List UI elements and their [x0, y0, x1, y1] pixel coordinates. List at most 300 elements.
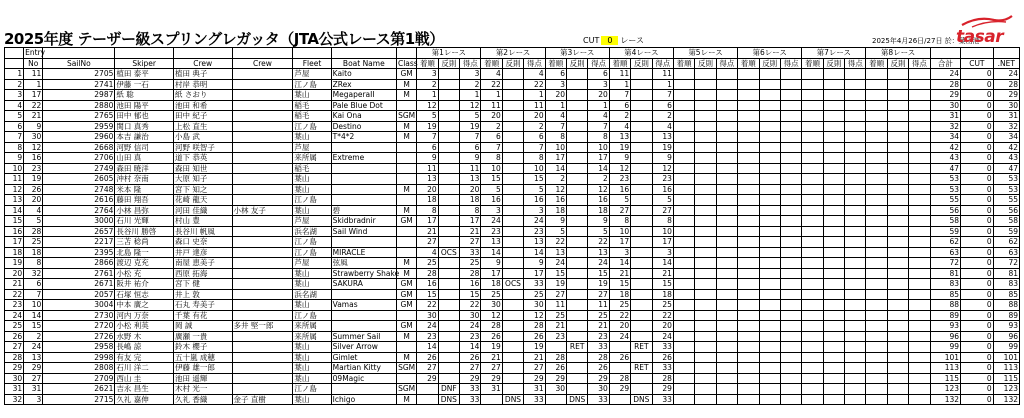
race-8-points-cell: [909, 394, 930, 405]
race-8-finish-cell: [866, 111, 887, 122]
race-6-points-cell: [780, 373, 801, 384]
race-1-points-cell: 3: [460, 69, 481, 80]
crew-2-cell: 小林 友子: [232, 205, 293, 216]
entry-cell: 6: [24, 279, 43, 290]
boat-name-cell: 09Magic: [331, 373, 396, 384]
race-2-points-cell: 12: [524, 310, 545, 321]
race-4-finish-cell: [609, 394, 630, 405]
race-6-finish-cell: [738, 100, 759, 111]
rank-cell: 22: [5, 289, 24, 300]
logo-text: tasar: [956, 27, 1004, 47]
cut-cell: 0: [961, 153, 994, 164]
race-1-penalty-cell: [438, 321, 459, 332]
table-row: [5, 258, 1020, 269]
race-7-penalty-cell: [823, 384, 844, 395]
race-1-finish-cell: 26: [417, 352, 438, 363]
header-crew-2: Crew: [232, 58, 293, 69]
entry-cell: 14: [24, 310, 43, 321]
boat-name-cell: Kaito: [331, 69, 396, 80]
race-3-penalty-cell: RET: [566, 342, 587, 353]
skipper-cell: 山田 真: [115, 153, 174, 164]
race-3-finish-cell: 25: [545, 310, 566, 321]
race-7-penalty-cell: [823, 142, 844, 153]
race-7-points-cell: [845, 69, 866, 80]
race-3-penalty-cell: [566, 174, 587, 185]
fleet-cell: 稲毛: [293, 163, 331, 174]
header-race-5-sub-1: 着順: [673, 58, 694, 69]
race-1-penalty-cell: [438, 69, 459, 80]
table-row: [5, 184, 1020, 195]
race-1-penalty-cell: [438, 342, 459, 353]
race-5-penalty-cell: [695, 268, 716, 279]
crew-1-cell: 紙 さおり: [173, 90, 232, 101]
race-8-finish-cell: [866, 363, 887, 374]
race-1-points-cell: 12: [460, 100, 481, 111]
race-8-finish-cell: [866, 79, 887, 90]
race-1-penalty-cell: [438, 373, 459, 384]
race-2-points-cell: 11: [524, 100, 545, 111]
race-5-penalty-cell: [695, 321, 716, 332]
fleet-cell: 葉山: [293, 268, 331, 279]
race-6-penalty-cell: [759, 247, 780, 258]
sailno-cell: 2621: [43, 384, 115, 395]
race-2-points-cell: 29: [524, 373, 545, 384]
crew-2-cell: [232, 153, 293, 164]
boat-name-cell: [331, 184, 396, 195]
race-3-points-cell: 17: [588, 153, 609, 164]
race-2-penalty-cell: [502, 142, 523, 153]
entry-cell: 19: [24, 174, 43, 185]
class-cell: [396, 237, 416, 248]
race-4-points-cell: 29: [652, 384, 673, 395]
race-7-finish-cell: [802, 352, 823, 363]
race-1-finish-cell: 21: [417, 226, 438, 237]
entry-cell: 29: [24, 363, 43, 374]
header-row-bottom: [5, 58, 1020, 69]
entry-cell: 27: [24, 373, 43, 384]
total-cell: 30: [930, 100, 960, 111]
race-1-penalty-cell: [438, 174, 459, 185]
total-cell: 24: [930, 69, 960, 80]
skipper-cell: 池田 陽平: [115, 100, 174, 111]
race-2-points-cell: 4: [524, 69, 545, 80]
race-1-finish-cell: 22: [417, 300, 438, 311]
race-1-points-cell: 14: [460, 342, 481, 353]
race-2-finish-cell: 5: [481, 184, 502, 195]
race-header-5: 第5レース: [673, 48, 737, 59]
race-6-penalty-cell: [759, 216, 780, 227]
cut-cell: 0: [961, 279, 994, 290]
total-cell: 85: [930, 289, 960, 300]
boat-name-cell: T*4*2: [331, 132, 396, 143]
race-8-penalty-cell: [887, 163, 908, 174]
race-1-penalty-cell: [438, 205, 459, 216]
race-4-finish-cell: 29: [609, 384, 630, 395]
crew-2-cell: [232, 79, 293, 90]
race-1-points-cell: 15: [460, 289, 481, 300]
class-cell: M: [396, 184, 416, 195]
rank-cell: 15: [5, 216, 24, 227]
cut-cell: 0: [961, 100, 994, 111]
race-3-points-cell: 9: [588, 216, 609, 227]
race-6-points-cell: [780, 247, 801, 258]
race-6-points-cell: [780, 100, 801, 111]
race-1-finish-cell: 30: [417, 310, 438, 321]
race-6-penalty-cell: [759, 205, 780, 216]
race-3-points-cell: 15: [588, 268, 609, 279]
race-5-points-cell: [716, 142, 737, 153]
sailno-cell: 2765: [43, 111, 115, 122]
total-cell: 43: [930, 153, 960, 164]
cut-cell: 0: [961, 195, 994, 206]
fleet-cell: 江ノ島: [293, 237, 331, 248]
race-2-points-cell: 17: [524, 268, 545, 279]
race-6-penalty-cell: [759, 268, 780, 279]
table-row: [5, 153, 1020, 164]
race-5-finish-cell: [673, 132, 694, 143]
race-4-points-cell: 19: [652, 142, 673, 153]
skipper-cell: 長嶋 諒: [115, 342, 174, 353]
race-5-finish-cell: [673, 268, 694, 279]
race-5-points-cell: [716, 226, 737, 237]
race-4-points-cell: 2: [652, 111, 673, 122]
race-3-penalty-cell: [566, 363, 587, 374]
race-2-finish-cell: 27: [481, 363, 502, 374]
race-4-penalty-cell: [631, 111, 652, 122]
net-cell: 88: [993, 300, 1019, 311]
race-8-points-cell: [909, 100, 930, 111]
skipper-cell: 石川 洋二: [115, 363, 174, 374]
race-3-finish-cell: 14: [545, 163, 566, 174]
crew-2-cell: [232, 363, 293, 374]
race-6-finish-cell: [738, 142, 759, 153]
race-5-points-cell: [716, 216, 737, 227]
boat-name-cell: Destino: [331, 121, 396, 132]
race-2-finish-cell: 1: [481, 90, 502, 101]
race-1-points-cell: 29: [460, 373, 481, 384]
race-5-finish-cell: [673, 352, 694, 363]
crew-1-cell: 上松 直生: [173, 121, 232, 132]
rank-cell: 4: [5, 100, 24, 111]
race-6-penalty-cell: [759, 342, 780, 353]
race-7-penalty-cell: [823, 121, 844, 132]
table-row: [5, 352, 1020, 363]
race-8-finish-cell: [866, 373, 887, 384]
boat-name-cell: Strawberry Shake: [332, 268, 400, 278]
race-4-penalty-cell: [631, 184, 652, 195]
race-1-finish-cell: 16: [417, 279, 438, 290]
cut-cell: 0: [961, 111, 994, 122]
race-6-penalty-cell: [759, 195, 780, 206]
race-6-finish-cell: [738, 237, 759, 248]
table-row: [5, 289, 1020, 300]
race-3-finish-cell: 1: [545, 100, 566, 111]
race-4-penalty-cell: [631, 174, 652, 185]
race-5-penalty-cell: [695, 69, 716, 80]
race-8-points-cell: [909, 111, 930, 122]
race-5-points-cell: [716, 310, 737, 321]
race-4-finish-cell: 7: [609, 90, 630, 101]
race-2-points-cell: 3: [524, 205, 545, 216]
class-cell: M: [396, 258, 416, 269]
race-8-points-cell: [909, 195, 930, 206]
race-7-finish-cell: [802, 258, 823, 269]
race-5-penalty-cell: [695, 163, 716, 174]
race-2-points-cell: 9: [524, 258, 545, 269]
race-2-penalty-cell: [502, 90, 523, 101]
boat-name-cell: Vamas: [331, 300, 396, 311]
race-8-points-cell: [909, 216, 930, 227]
race-8-penalty-cell: [887, 153, 908, 164]
race-1-penalty-cell: [438, 216, 459, 227]
race-3-finish-cell: 27: [545, 289, 566, 300]
race-4-penalty-cell: [631, 289, 652, 300]
race-6-points-cell: [780, 184, 801, 195]
race-1-penalty-cell: [438, 258, 459, 269]
race-1-penalty-cell: [438, 300, 459, 311]
class-cell: [396, 342, 416, 353]
race-2-points-cell: 6: [524, 132, 545, 143]
race-8-points-cell: [909, 342, 930, 353]
race-2-penalty-cell: [502, 321, 523, 332]
race-2-penalty-cell: [502, 331, 523, 342]
cut-cell: 0: [961, 268, 994, 279]
net-cell: 93: [993, 321, 1019, 332]
cut-cell: 0: [961, 79, 994, 90]
table-row: [5, 247, 1020, 258]
race-3-finish-cell: 11: [545, 300, 566, 311]
skipper-cell: 森田 暁洋: [115, 163, 174, 174]
skipper-cell: 阪井 祐介: [115, 279, 174, 290]
race-8-penalty-cell: [887, 384, 908, 395]
race-6-finish-cell: [738, 163, 759, 174]
race-8-points-cell: [909, 174, 930, 185]
total-cell: 55: [930, 195, 960, 206]
crew-2-cell: [232, 226, 293, 237]
net-cell: 56: [993, 205, 1019, 216]
race-2-penalty-cell: [502, 363, 523, 374]
boat-name-cell: Kai Ona: [331, 111, 396, 122]
rank-cell: 10: [5, 163, 24, 174]
race-5-points-cell: [716, 258, 737, 269]
entry-cell: 11: [24, 69, 43, 80]
class-cell: [396, 174, 416, 185]
race-7-penalty-cell: [823, 279, 844, 290]
race-1-penalty-cell: [438, 363, 459, 374]
cut-cell: 0: [961, 300, 994, 311]
crew-2-cell: [232, 289, 293, 300]
race-6-finish-cell: [738, 321, 759, 332]
race-1-finish-cell: 17: [417, 216, 438, 227]
race-1-finish-cell: 27: [417, 237, 438, 248]
race-1-points-cell: 20: [460, 184, 481, 195]
race-6-penalty-cell: [759, 363, 780, 374]
sailno-cell: 2749: [43, 163, 115, 174]
race-4-points-cell: 20: [652, 321, 673, 332]
header-boat-name: Boat Name: [331, 58, 396, 69]
race-1-points-cell: 7: [460, 132, 481, 143]
race-6-points-cell: [780, 195, 801, 206]
race-3-penalty-cell: [566, 111, 587, 122]
race-4-penalty-cell: [631, 216, 652, 227]
boat-name-cell: [331, 310, 396, 321]
race-7-finish-cell: [802, 79, 823, 90]
header-crew-1: Crew: [173, 58, 232, 69]
race-5-finish-cell: [673, 342, 694, 353]
net-cell: 53: [993, 184, 1019, 195]
race-7-penalty-cell: [823, 226, 844, 237]
skipper-cell: 有友 完: [115, 352, 174, 363]
entry-cell: 13: [24, 352, 43, 363]
race-8-points-cell: [909, 258, 930, 269]
race-3-penalty-cell: [566, 216, 587, 227]
skipper-cell: 長谷川 勝啓: [115, 226, 174, 237]
rank-cell: 7: [5, 132, 24, 143]
race-2-finish-cell: 12: [481, 310, 502, 321]
race-4-penalty-cell: [631, 69, 652, 80]
total-cell: 28: [930, 79, 960, 90]
race-8-penalty-cell: [887, 268, 908, 279]
race-2-finish-cell: 17: [481, 268, 502, 279]
race-6-penalty-cell: [759, 184, 780, 195]
race-6-points-cell: [780, 111, 801, 122]
cut-cell: 0: [961, 184, 994, 195]
race-8-points-cell: [909, 69, 930, 80]
race-5-finish-cell: [673, 384, 694, 395]
race-8-points-cell: [909, 153, 930, 164]
race-6-points-cell: [780, 342, 801, 353]
sailno-cell: 2657: [43, 226, 115, 237]
race-6-finish-cell: [738, 184, 759, 195]
race-3-finish-cell: 6: [545, 69, 566, 80]
race-5-finish-cell: [673, 216, 694, 227]
race-4-penalty-cell: [631, 352, 652, 363]
race-1-points-cell: 27: [460, 237, 481, 248]
table-row: [5, 174, 1020, 185]
table-row: [5, 268, 1020, 279]
crew-2-cell: [232, 163, 293, 174]
fleet-cell: 葉山: [293, 279, 331, 290]
table-row: [5, 226, 1020, 237]
header-race-7-sub-1: 着順: [802, 58, 823, 69]
race-4-points-cell: 13: [652, 132, 673, 143]
crew-2-cell: [232, 132, 293, 143]
sailno-cell: 2960: [43, 132, 115, 143]
race-2-points-cell: 10: [524, 163, 545, 174]
race-4-finish-cell: 21: [609, 268, 630, 279]
race-8-finish-cell: [866, 352, 887, 363]
total-cell: 32: [930, 121, 960, 132]
race-2-finish-cell: 28: [481, 321, 502, 332]
race-7-penalty-cell: [823, 79, 844, 90]
boat-name-cell: [331, 289, 396, 300]
crew-1-cell: 森田 知世: [173, 163, 232, 174]
total-cell: 99: [930, 342, 960, 353]
class-cell: SGM: [398, 111, 416, 120]
fleet-cell: 江ノ島: [293, 79, 331, 90]
net-cell: 132: [993, 394, 1019, 405]
race-4-points-cell: 6: [652, 100, 673, 111]
race-1-penalty-cell: [438, 121, 459, 132]
race-1-penalty-cell: [438, 279, 459, 290]
crew-2-cell: [232, 237, 293, 248]
race-7-penalty-cell: [823, 90, 844, 101]
race-5-points-cell: [716, 363, 737, 374]
fleet-cell: 稲毛: [293, 100, 331, 111]
race-2-finish-cell: 15: [481, 174, 502, 185]
race-5-penalty-cell: [695, 205, 716, 216]
crew-1-cell: 小島 武: [173, 132, 232, 143]
race-4-finish-cell: 2: [609, 111, 630, 122]
race-7-points-cell: [845, 331, 866, 342]
boat-name-cell: Martian Kitty: [331, 363, 396, 374]
boat-name-cell: SAKURA: [331, 279, 396, 290]
skipper-cell: 小松 利英: [115, 321, 174, 332]
crew-2-cell: [232, 174, 293, 185]
race-6-finish-cell: [738, 331, 759, 342]
race-8-finish-cell: [866, 384, 887, 395]
race-7-finish-cell: [802, 153, 823, 164]
race-5-penalty-cell: [695, 79, 716, 90]
cut-cell: 0: [961, 142, 994, 153]
race-8-points-cell: [909, 226, 930, 237]
rank-cell: 11: [5, 174, 24, 185]
skipper-cell: 関口 真秀: [115, 121, 174, 132]
cut-cell: 0: [961, 132, 994, 143]
race-8-finish-cell: [866, 268, 887, 279]
race-3-finish-cell: 18: [545, 205, 566, 216]
sailno-cell: 2395: [43, 247, 115, 258]
race-5-finish-cell: [673, 363, 694, 374]
race-6-finish-cell: [738, 132, 759, 143]
race-4-penalty-cell: [631, 226, 652, 237]
crew-1-cell: 鈴木 櫻子: [173, 342, 232, 353]
table-row: [5, 310, 1020, 321]
race-3-penalty-cell: [566, 352, 587, 363]
skipper-cell: 田中 郁也: [115, 111, 174, 122]
race-8-finish-cell: [866, 226, 887, 237]
cut-cell: 0: [961, 352, 994, 363]
header-race-3-sub-2: 反則: [566, 58, 587, 69]
header-blank-class: [396, 48, 416, 59]
rank-cell: 24: [5, 310, 24, 321]
entry-cell: 24: [24, 342, 43, 353]
race-1-finish-cell: 15: [417, 289, 438, 300]
crew-2-cell: [232, 258, 293, 269]
crew-1-cell: 久礼 香織: [173, 394, 232, 405]
race-8-penalty-cell: [887, 300, 908, 311]
race-1-finish-cell: 4: [417, 247, 438, 258]
total-cell: 31: [930, 111, 960, 122]
race-6-penalty-cell: [759, 69, 780, 80]
cut-cell: 0: [961, 363, 994, 374]
race-3-points-cell: 6: [588, 69, 609, 80]
header-race-3-sub-1: 着順: [545, 58, 566, 69]
race-4-points-cell: 3: [652, 247, 673, 258]
cut-cell: 0: [961, 384, 994, 395]
header-race-2-sub-2: 反則: [502, 58, 523, 69]
table-row: [5, 373, 1020, 384]
race-1-finish-cell: 23: [417, 331, 438, 342]
race-7-penalty-cell: [823, 184, 844, 195]
race-5-finish-cell: [673, 111, 694, 122]
race-8-penalty-cell: [887, 373, 908, 384]
race-5-penalty-cell: [695, 258, 716, 269]
header-race-3-sub-3: 得点: [588, 58, 609, 69]
race-8-finish-cell: [866, 153, 887, 164]
class-cell: M: [396, 268, 416, 279]
race-7-finish-cell: [802, 321, 823, 332]
